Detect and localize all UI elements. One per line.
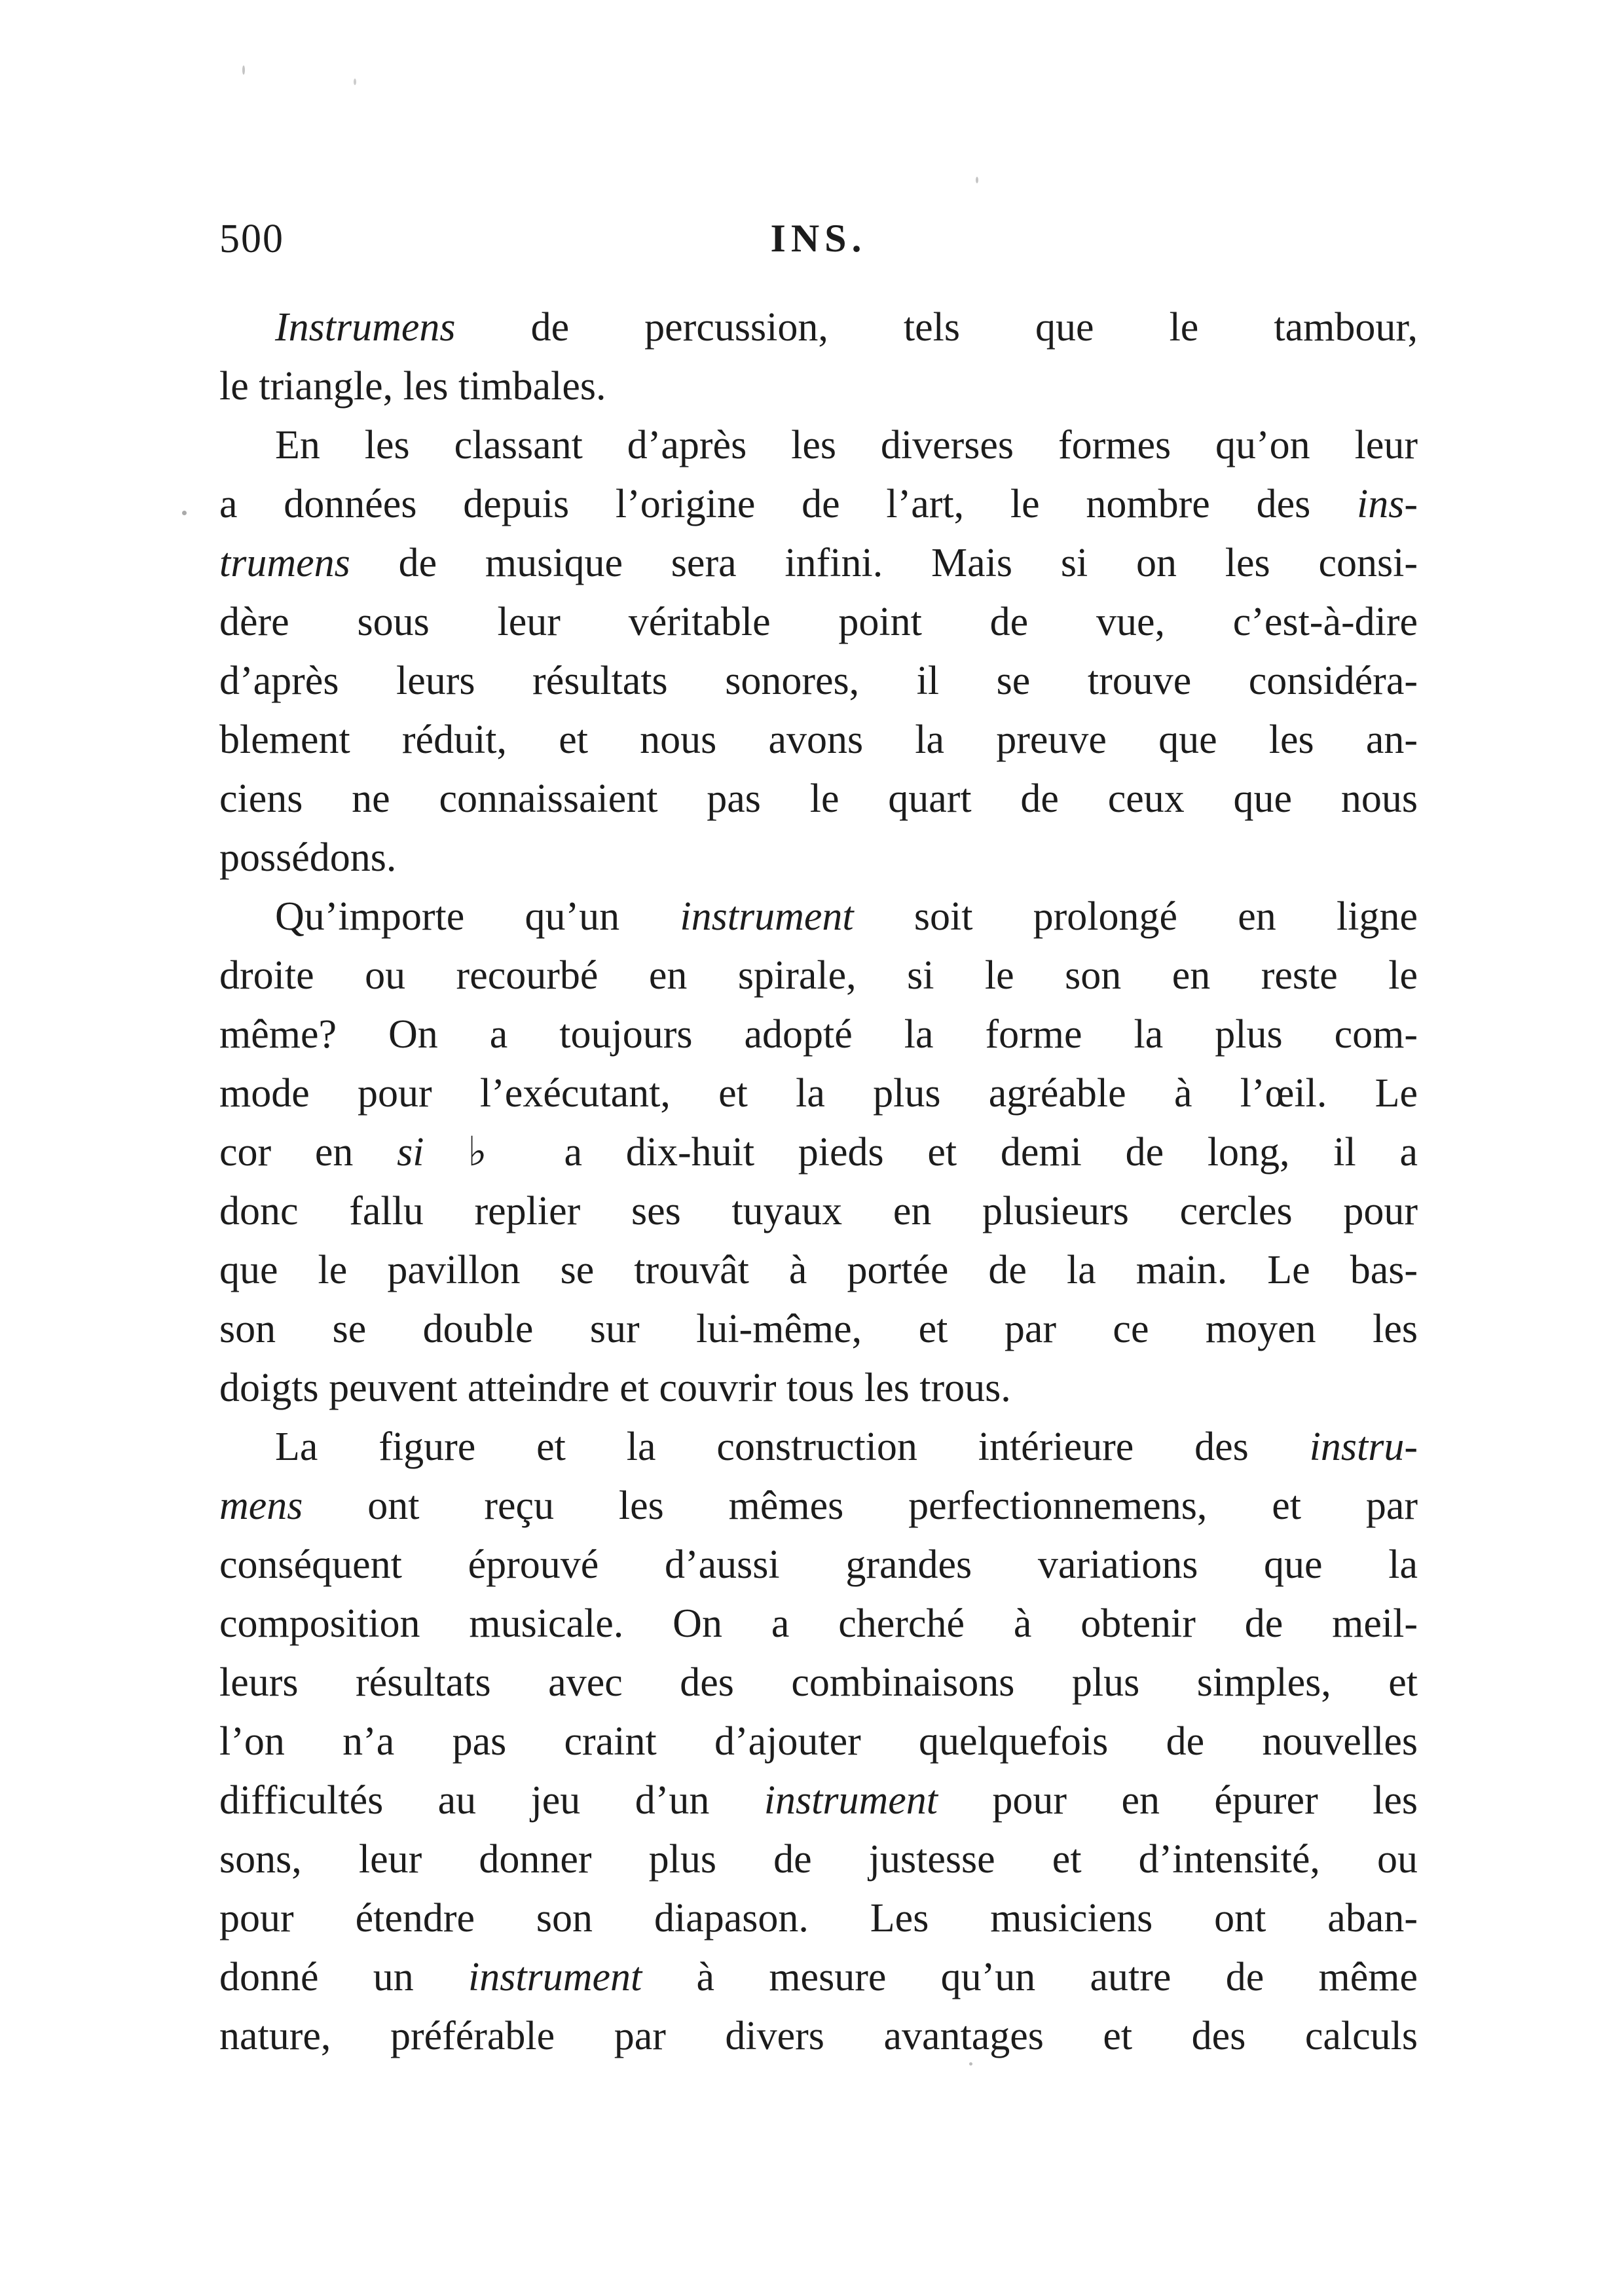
italic-term: Instrumens — [275, 305, 456, 350]
text-segment: droite ou recourbé en spirale, si le son en reste le — [219, 953, 1418, 998]
text-segment: de musique sera infini. Mais si on les consi- — [350, 541, 1418, 585]
text-segment: d’après leurs résultats sonores, il se trouve considéra- — [219, 659, 1418, 703]
text-segment: nature, préférable par divers avantages et des calculs — [219, 2014, 1418, 2058]
text-segment: son se double sur lui-même, et par ce moyen les — [219, 1307, 1418, 1351]
italic-term: instru- — [1309, 1425, 1418, 1469]
text-line — [219, 357, 1418, 416]
text-line — [219, 1123, 1418, 1182]
text-line — [219, 475, 1418, 534]
text-segment: Qu’importe qu’un — [275, 894, 680, 939]
print-speck — [976, 177, 978, 183]
text-segment: doigts peuvent atteindre et couvrir tous les trous. — [219, 1366, 1011, 1410]
text-segment: En les classant d’après les diverses formes qu’on leur — [275, 423, 1418, 467]
page-number: 500 — [219, 217, 284, 261]
text-segment: a données depuis l’origine de l’art, le nombre des — [219, 482, 1357, 526]
text-line — [219, 298, 1418, 357]
text-segment: leurs résultats avec des combinaisons plus simples, et — [219, 1660, 1418, 1705]
text-line — [219, 1948, 1418, 2007]
text-segment: donné un — [219, 1955, 469, 1999]
text-segment: à mesure qu’un autre de même — [642, 1955, 1418, 1999]
text-line — [219, 1771, 1418, 1830]
text-segment: l’on n’a pas craint d’ajouter quelquefois de nouvelles — [219, 1719, 1418, 1764]
text-segment: possédons. — [219, 835, 397, 880]
italic-term: instrument — [468, 1955, 642, 1999]
text-segment: blement réduit, et nous avons la preuve que les an- — [219, 718, 1418, 762]
text-line — [219, 769, 1418, 828]
print-speck — [354, 79, 356, 85]
text-line — [219, 1594, 1418, 1653]
italic-term: mens — [219, 1484, 303, 1528]
print-speck — [182, 511, 187, 515]
text-segment: conséquent éprouvé d’aussi grandes variations que la — [219, 1542, 1418, 1587]
text-line — [219, 1241, 1418, 1300]
text-segment: le triangle, les timbales. — [219, 364, 606, 409]
body-text — [219, 298, 1418, 2066]
text-segment: ont reçu les mêmes perfectionnemens, et par — [303, 1484, 1418, 1528]
text-segment: soit prolongé en ligne — [853, 894, 1418, 939]
text-line — [219, 1417, 1418, 1476]
text-segment: La figure et la construction intérieure des — [275, 1425, 1310, 1469]
page-header — [219, 216, 1418, 268]
text-segment: composition musicale. On a cherché à obtenir de meil- — [219, 1601, 1418, 1646]
text-segment: cor en — [219, 1130, 397, 1175]
text-line — [219, 1300, 1418, 1358]
print-speck — [969, 2062, 972, 2066]
text-line — [219, 1653, 1418, 1712]
italic-term: instrument — [764, 1778, 938, 1823]
text-line — [219, 534, 1418, 592]
text-line — [219, 1712, 1418, 1771]
text-segment: de percussion, tels que le tambour, — [455, 305, 1418, 350]
text-segment: pour en épurer les — [938, 1778, 1418, 1823]
text-segment: pour étendre son diapason. Les musiciens ont aban- — [219, 1896, 1418, 1941]
text-line — [219, 710, 1418, 769]
text-line — [219, 887, 1418, 946]
text-segment: mode pour l’exécutant, et la plus agréable à l’œil. Le — [219, 1071, 1418, 1116]
text-line — [219, 2007, 1418, 2066]
running-head: INS. — [770, 217, 867, 260]
text-line — [219, 1535, 1418, 1594]
text-segment: donc fallu replier ses tuyaux en plusieurs cercles pour — [219, 1189, 1418, 1233]
text-line — [219, 1182, 1418, 1241]
italic-term: instrument — [680, 894, 854, 939]
text-segment: ciens ne connaissaient pas le quart de ceux que nous — [219, 776, 1418, 821]
text-segment: que le pavillon se trouvât à portée de la main. Le bas- — [219, 1248, 1418, 1292]
text-line — [219, 1064, 1418, 1123]
text-line — [219, 1005, 1418, 1064]
text-segment: difficultés au jeu d’un — [219, 1778, 764, 1823]
text-segment: même? On a toujours adopté la forme la plus com- — [219, 1012, 1418, 1057]
text-segment: sons, leur donner plus de justesse et d’intensité, ou — [219, 1837, 1418, 1882]
italic-term: trumens — [219, 541, 350, 585]
text-line — [219, 828, 1418, 887]
text-segment: ♭ a dix-huit pieds et demi de long, il a — [424, 1130, 1418, 1175]
text-line — [219, 1889, 1418, 1948]
text-line — [219, 416, 1418, 475]
italic-term: si — [397, 1130, 424, 1175]
text-line — [219, 1830, 1418, 1889]
text-line — [219, 651, 1418, 710]
italic-term: ins- — [1357, 482, 1418, 526]
text-line — [219, 592, 1418, 651]
print-speck — [242, 65, 245, 75]
text-line — [219, 1476, 1418, 1535]
text-segment: dère sous leur véritable point de vue, c’est-à-dire — [219, 600, 1418, 644]
text-line — [219, 1358, 1418, 1417]
text-line — [219, 946, 1418, 1005]
